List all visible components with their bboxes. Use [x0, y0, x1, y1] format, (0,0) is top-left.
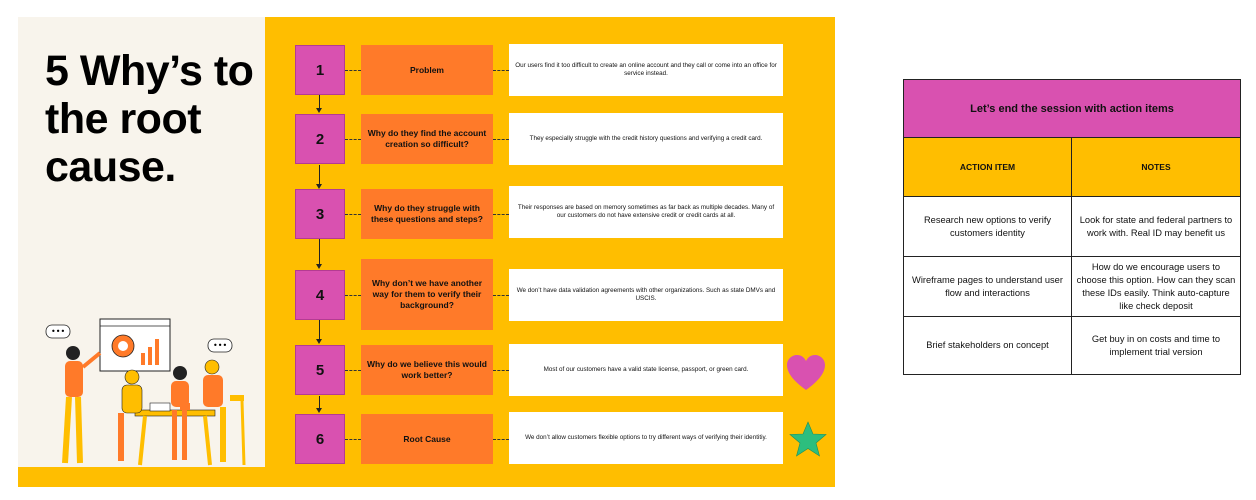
column-header-notes: NOTES [1072, 138, 1240, 197]
step-answer: Most of our customers have a valid state license, passport, or green card. [509, 344, 783, 396]
step-number: 2 [295, 114, 345, 164]
step-question: Why don’t we have another way for them to verify their background? [361, 259, 493, 330]
dashed-connector [493, 70, 509, 71]
step-number: 3 [295, 189, 345, 239]
dashed-connector [493, 439, 509, 440]
dashed-connector [345, 439, 361, 440]
heart-icon [786, 354, 826, 392]
svg-text:•••: ••• [213, 341, 228, 350]
connector-4-5 [319, 319, 320, 339]
step-question: Problem [361, 45, 493, 95]
step-answer: We don’t allow customers flexible options to try different ways of verifying their identitiy. [509, 412, 783, 464]
step-number: 5 [295, 345, 345, 395]
step-question: Why do they struggle with these questions and steps? [361, 189, 493, 239]
dashed-connector [493, 370, 509, 371]
dashed-connector [345, 214, 361, 215]
connector-2-3 [319, 165, 320, 184]
step-answer: Our users find it too difficult to create an online account and they call or come into an office for service instead. [509, 44, 783, 96]
step-number: 1 [295, 45, 345, 95]
arrowhead-icon [316, 408, 322, 413]
notes-cell: Get buy in on costs and time to implement trial version [1091, 333, 1221, 357]
connector-3-4 [319, 238, 320, 264]
dashed-connector [345, 295, 361, 296]
action-item-cell: Research new options to verify customers identity [904, 197, 1072, 257]
svg-text:•••: ••• [51, 327, 66, 336]
connector-1-2 [319, 95, 320, 108]
connector-5-6 [319, 396, 320, 408]
step-answer: We don’t have data validation agreements with other organizations. Such as state DMVs and USCIS. [509, 269, 783, 321]
step-number: 6 [295, 414, 345, 464]
arrowhead-icon [316, 264, 322, 269]
team-meeting-illustration [40, 315, 260, 470]
dashed-connector [345, 139, 361, 140]
star-icon [789, 421, 827, 457]
step-answer: They especially struggle with the credit history questions and verifying a credit card. [509, 113, 783, 165]
slide-title: 5 Why’s to the root cause. [45, 47, 254, 191]
dashed-connector [493, 295, 509, 296]
notes-cell: Look for state and federal partners to work with. Real ID may benefit us [1072, 197, 1240, 257]
notes-cell: How do we encourage users to choose this option. How can they scan these IDs easily. Think auto-capture like check deposit [1072, 257, 1240, 317]
step-number: 4 [295, 270, 345, 320]
action-item-cell: Wireframe pages to understand user flow and interactions [904, 257, 1072, 317]
dashed-connector [345, 370, 361, 371]
dashed-connector [493, 139, 509, 140]
table-title: Let’s end the session with action items [904, 80, 1240, 138]
dashed-connector [345, 70, 361, 71]
column-header-action-item: ACTION ITEM [904, 138, 1072, 197]
step-question: Root Cause [361, 414, 493, 464]
action-item-cell: Brief stakeholders on concept [904, 317, 1072, 374]
action-items-table [903, 79, 1241, 375]
arrowhead-icon [316, 108, 322, 113]
step-question: Why do we believe this would work better? [361, 345, 493, 395]
dashed-connector [493, 214, 509, 215]
step-answer: Their responses are based on memory sometimes as far back as multiple decades. Many of our customers do not have extensive credit or credit cards at all. [509, 186, 783, 238]
arrowhead-icon [316, 339, 322, 344]
step-question: Why do they find the account creation so difficult? [361, 114, 493, 164]
